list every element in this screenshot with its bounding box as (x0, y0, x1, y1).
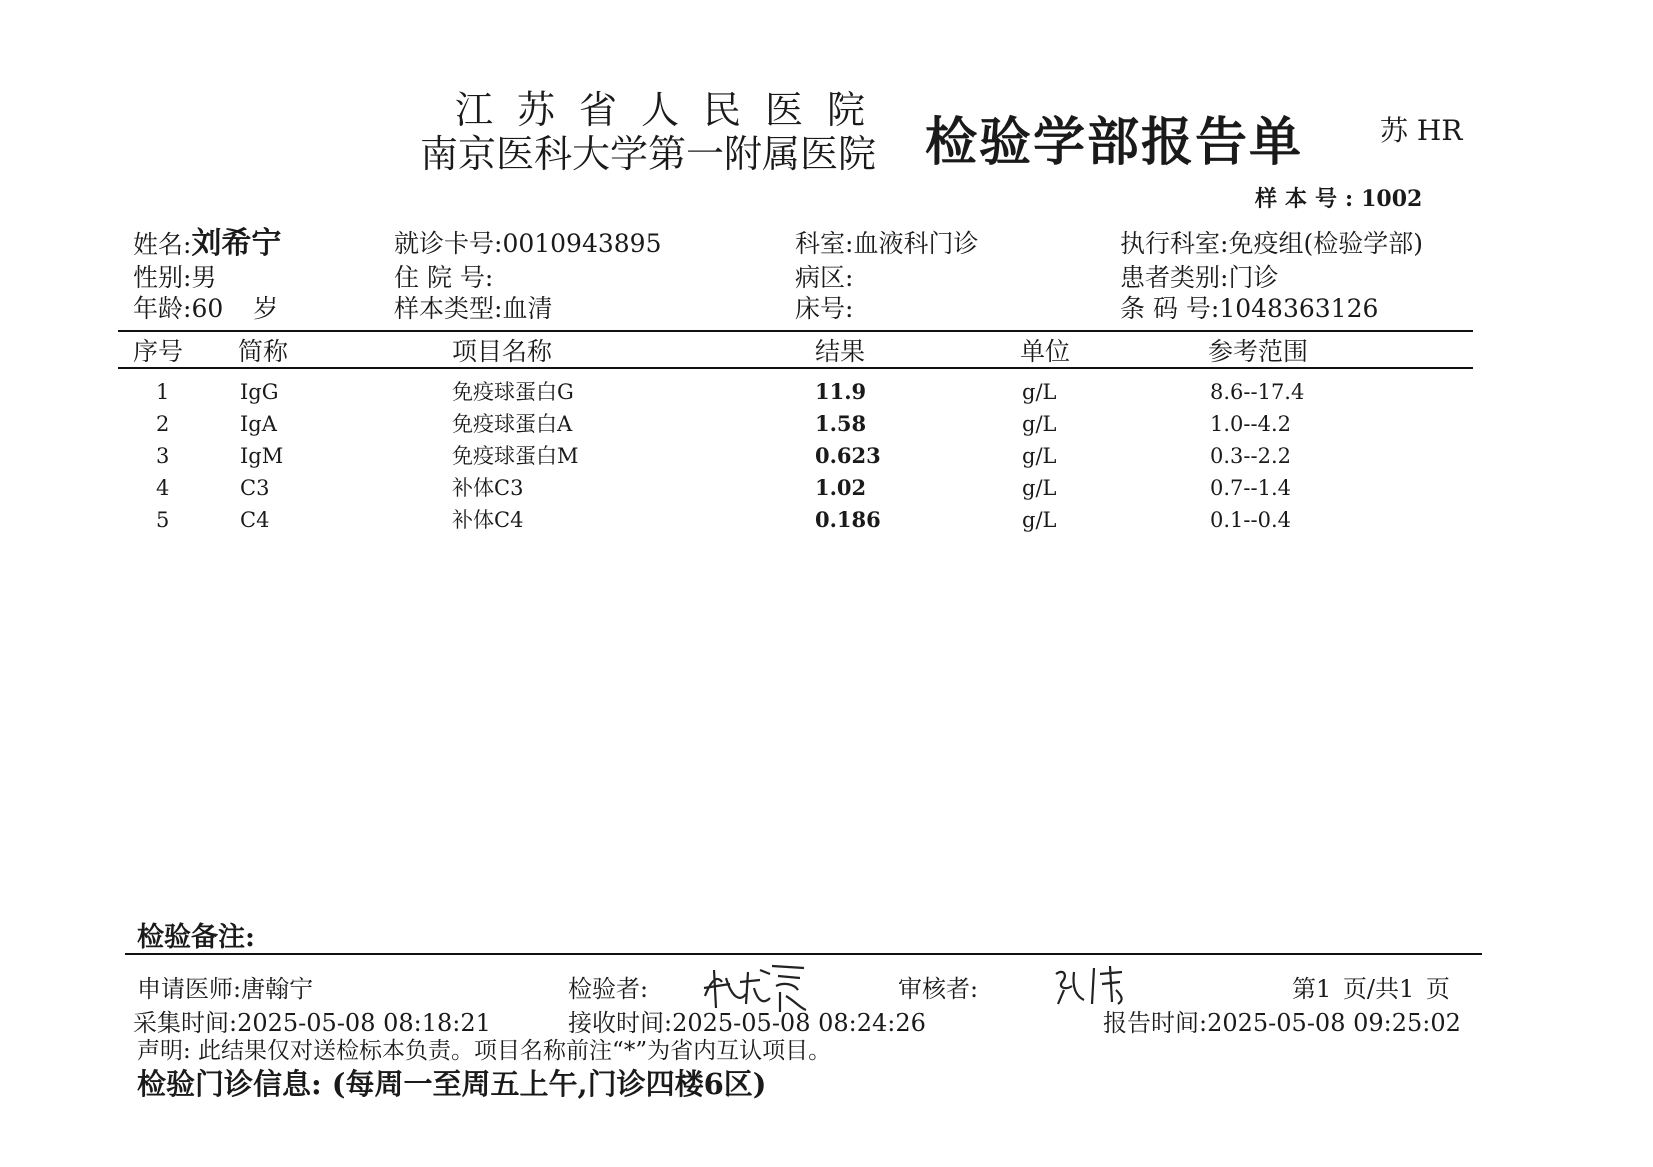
report-time (1103, 1008, 1461, 1038)
footer-rule (125, 953, 1482, 955)
inpatient-label: 住 院 号: (394, 263, 494, 292)
doctor-label: 申请医师: (137, 975, 242, 1003)
header-abbr: 简称 (238, 337, 289, 366)
age-unit: 岁 (253, 294, 279, 323)
cell-result: 11.9 (815, 379, 867, 404)
cell-abbr: IgM (240, 444, 284, 468)
receive-time-label: 接收时间: (568, 1009, 673, 1037)
exec-department (1120, 229, 1423, 259)
report-title: 检验学部报告单 (925, 112, 1304, 173)
cell-abbr: C4 (240, 508, 270, 532)
report-code: 苏 HR (1380, 114, 1463, 147)
table-top-rule (118, 330, 1473, 332)
cell-unit: g/L (1022, 508, 1057, 532)
patient-name (133, 226, 282, 261)
statement: 声明: 此结果仅对送检标本负责。项目名称前注“*”为省内互认项目。 (137, 1038, 832, 1064)
specimen-value: 血清 (502, 294, 553, 323)
collect-time (133, 1008, 491, 1038)
cell-unit: g/L (1022, 444, 1057, 468)
card-label: 就诊卡号: (394, 229, 503, 258)
specimen-label: 样本类型: (394, 294, 503, 323)
cell-reference: 0.1--0.4 (1210, 508, 1291, 532)
header-reference: 参考范围 (1208, 337, 1309, 366)
cell-reference: 1.0--4.2 (1210, 412, 1291, 436)
cell-unit: g/L (1022, 380, 1057, 404)
reviewer-signature (1050, 960, 1130, 1012)
cell-item-name: 免疫球蛋白A (452, 412, 573, 436)
cell-item-name: 补体C3 (452, 476, 524, 500)
patient-name-value: 刘希宁 (191, 226, 282, 261)
barcode-value: 1048363126 (1219, 294, 1379, 323)
cell-unit: g/L (1022, 476, 1057, 500)
sample-number (1255, 184, 1422, 214)
age-label: 年龄: (133, 294, 192, 323)
patient-type-value: 门诊 (1228, 263, 1279, 292)
cell-result: 0.186 (815, 507, 881, 532)
remark-label: 检验备注: (137, 922, 255, 953)
requesting-doctor (137, 974, 313, 1004)
department (795, 229, 978, 259)
inpatient-number (394, 263, 493, 293)
patient-age (133, 294, 278, 324)
barcode-label: 条 码 号: (1120, 294, 1220, 323)
reviewer-label: 审核者: (898, 975, 979, 1003)
table-header-rule (118, 367, 1473, 369)
card-value: 0010943895 (502, 229, 662, 258)
bed-label: 床号: (795, 294, 854, 323)
cell-reference: 0.7--1.4 (1210, 476, 1291, 500)
cell-no: 5 (156, 508, 170, 532)
cell-no: 4 (156, 476, 170, 500)
hospital-name-line2: 南京医科大学第一附属医院 (420, 132, 877, 176)
gender-label: 性别: (133, 263, 192, 292)
cell-item-name: 免疫球蛋白G (452, 380, 574, 404)
dept-value: 血液科门诊 (853, 229, 979, 258)
cell-result: 1.02 (815, 475, 867, 500)
sample-number-value: 1002 (1361, 186, 1423, 212)
doctor-value: 唐翰宁 (241, 975, 314, 1003)
patient-type-label: 患者类别: (1120, 263, 1229, 292)
cell-no: 1 (156, 380, 170, 404)
patient-name-label: 姓名: (133, 230, 192, 259)
cell-abbr: IgA (240, 412, 277, 436)
collect-time-value: 2025-05-08 08:18:21 (237, 1009, 491, 1037)
sample-number-label: 样本号: (1255, 186, 1362, 212)
cell-item-name: 补体C4 (452, 508, 524, 532)
bed-number (795, 294, 853, 324)
header-unit: 单位 (1020, 337, 1071, 366)
cell-abbr: IgG (240, 380, 279, 404)
report-time-value: 2025-05-08 09:25:02 (1207, 1009, 1461, 1037)
ward-label: 病区: (795, 263, 854, 292)
receive-time-value: 2025-05-08 08:24:26 (672, 1009, 926, 1037)
card-number (394, 229, 662, 259)
cell-no: 2 (156, 412, 170, 436)
cell-abbr: C3 (240, 476, 270, 500)
report-time-label: 报告时间: (1103, 1009, 1208, 1037)
cell-result: 0.623 (815, 443, 881, 468)
ward (795, 263, 853, 293)
patient-type (1120, 263, 1278, 293)
gender-value: 男 (191, 263, 217, 292)
exec-dept-label: 执行科室: (1120, 229, 1229, 258)
cell-reference: 8.6--17.4 (1210, 380, 1305, 404)
age-value: 60 (191, 294, 224, 323)
barcode (1120, 294, 1378, 324)
cell-no: 3 (156, 444, 170, 468)
hospital-name-line1: 江苏省人民医院 (455, 88, 890, 132)
cell-item-name: 免疫球蛋白M (452, 444, 579, 468)
exec-dept-value: 免疫组(检验学部) (1228, 229, 1423, 258)
collect-time-label: 采集时间: (133, 1009, 238, 1037)
dept-label: 科室: (795, 229, 854, 258)
clinic-info: 检验门诊信息: (每周一至周五上午,门诊四楼6区) (137, 1067, 767, 1101)
header-item-name: 项目名称 (452, 337, 553, 366)
tester-label: 检验者: (568, 975, 649, 1003)
patient-gender (133, 263, 216, 293)
specimen-type (394, 294, 552, 324)
cell-result: 1.58 (815, 411, 867, 436)
receive-time (568, 1008, 926, 1038)
page-info: 第1 页/共1 页 (1292, 975, 1450, 1003)
cell-reference: 0.3--2.2 (1210, 444, 1291, 468)
header-result: 结果 (815, 337, 866, 366)
header-no: 序号 (133, 337, 184, 366)
cell-unit: g/L (1022, 412, 1057, 436)
